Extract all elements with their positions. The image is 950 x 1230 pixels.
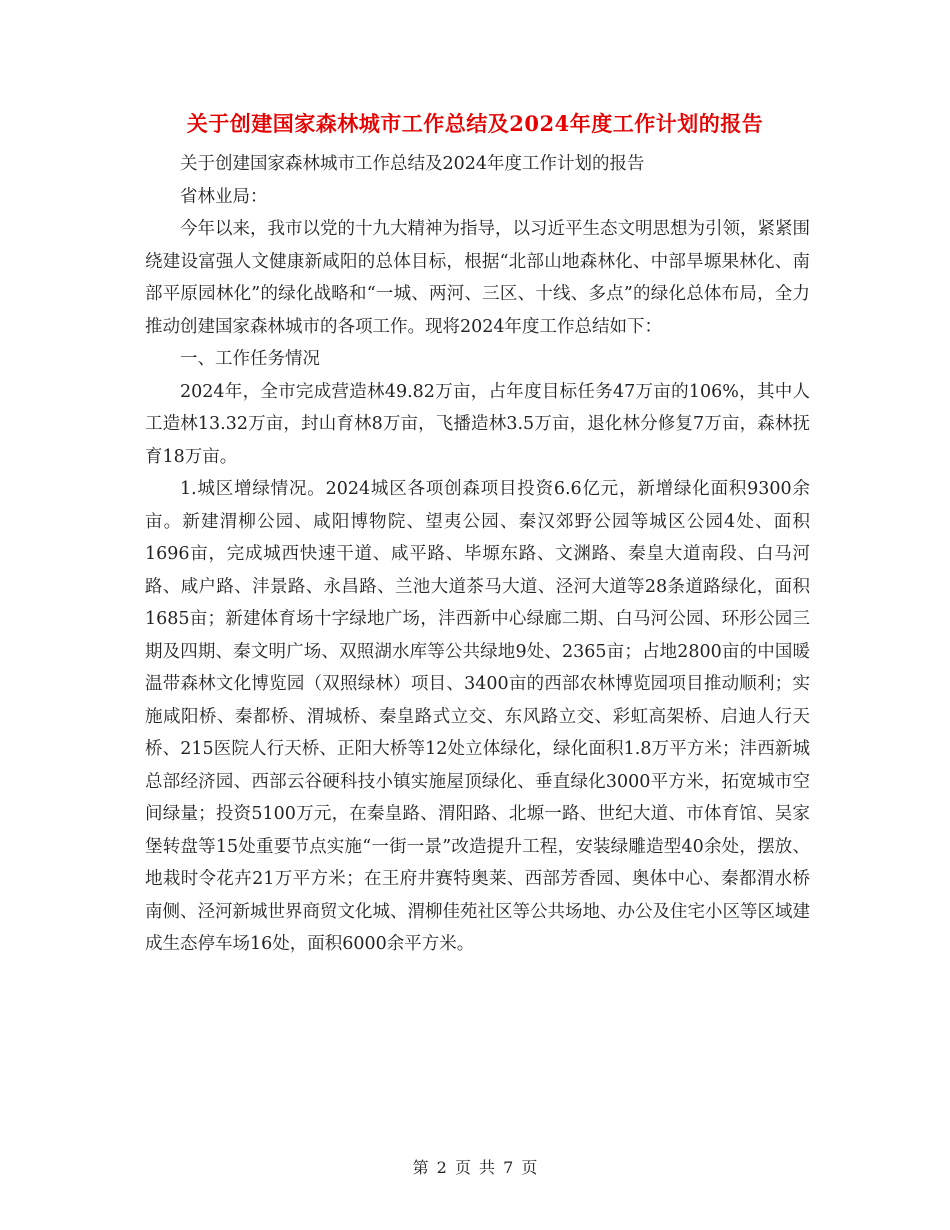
document-title: 关于创建国家森林城市工作总结及2024年度工作计划的报告	[186, 111, 764, 136]
document-body	[145, 148, 810, 961]
paragraph-addressee: 省林业局：	[180, 186, 268, 207]
section-heading: 一、工作任务情况	[180, 349, 320, 369]
paragraph-subtitle: 关于创建国家森林城市工作总结及2024年度工作计划的报告	[180, 154, 645, 174]
paragraph-intro: 今年以来，我市以党的十九大精神为指导，以习近平生态文明思想为引领，紧紧围绕建设富强人文健康新咸阳的总体目标，根据“北部山地森林化、中部旱塬果林化、南部平原园林化”的绿化战略和“一城、两河、三区、十线、多点”的绿化总体布局，全力推动创建国家森林城市的各项工作。现将2024年度工作总结如下：	[145, 219, 810, 337]
page-footer: 第 2 页 共 7 页	[412, 1158, 538, 1177]
paragraph-urban-greening: 1.城区增绿情况。2024城区各项创森项目投资6.6亿元，新增绿化面积9300余亩。新建渭柳公园、咸阳博物院、望夷公园、秦汉郊野公园等城区公园4处、面积1696亩，完成城西快速干道、咸平路、毕塬东路、文渊路、秦皇大道南段、白马河路、咸户路、沣景路、永昌路、兰池大道茶马大道、泾河大道等28条道路绿化，面积1685亩；新建体育场十字绿地广场，沣西新中心绿廊二期、白马河公园、环形公园三期及四期、秦文明广场、双照湖水库等公共绿地9处、2365亩；占地2800亩的中国暖温带森林文化博览园（双照绿林）项目、3400亩的西部农林博览园项目推动顺利；实施咸阳桥、秦都桥、渭城桥、秦皇路式立交、东风路立交、彩虹高架桥、启迪人行天桥、215医院人行天桥、正阳大桥等12处立体绿化，绿化面积1.8万平方米；沣西新城总部经济园、西部云谷硬科技小镇实施屋顶绿化、垂直绿化3000平方米，拓宽城市空间绿量；投资5100万元，在秦皇路、渭阳路、北塬一路、世纪大道、市体育馆、吴家堡转盘等15处重要节点实施“一街一景”改造提升工程，安装绿雕造型40余处，摆放、地栽时令花卉21万平方米；在王府井赛特奥莱、西部芳香园、奥体中心、秦都渭水桥南侧、泾河新城世界商贸文化城、渭柳佳苑社区等公共场地、办公及住宅小区等区域建成生态停车场16处，面积6000余平方米。	[145, 479, 810, 954]
paragraph-summary: 2024年，全市完成营造林49.82万亩，占年度目标任务47万亩的106%，其中人工造林13.32万亩，封山育林8万亩，飞播造林3.5万亩，退化林分修复7万亩，森林抚育18万亩。	[145, 381, 810, 467]
